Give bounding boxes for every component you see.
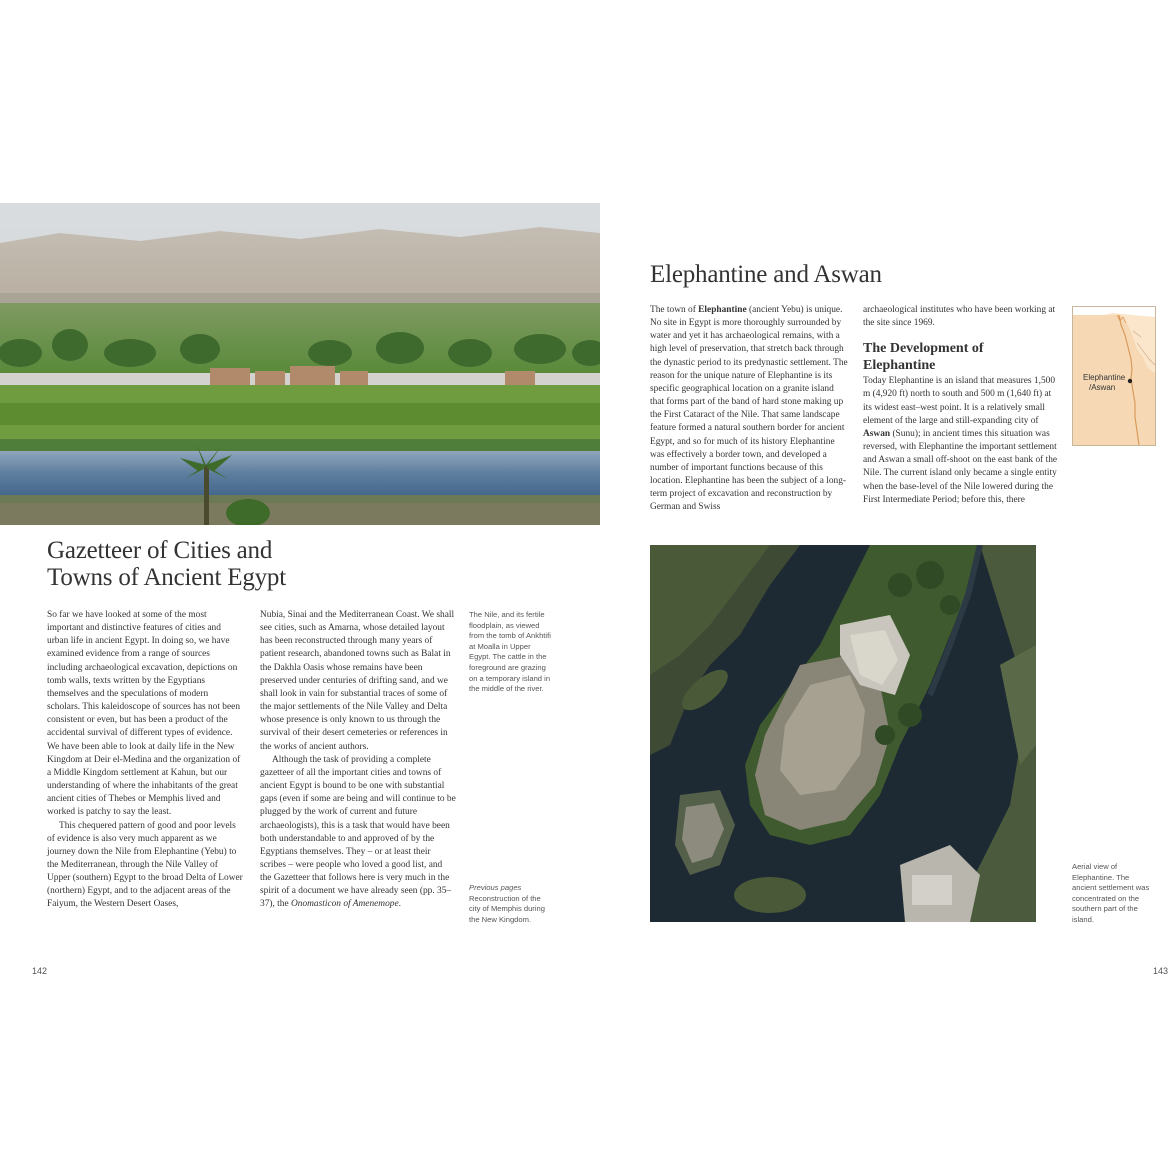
aswan-bold: Aswan: [863, 428, 891, 439]
right-col1-text-post: (ancient Yebu) is unique. No site in Egypt is more thoroughly surrounded by water and yet it has archaeological remains, with a high level of preservation, that stretch back through the dynastic period to its predynastic settlement. The reason for the unique nature of Elephantine is its specific geographical location on a granite island that forms part of the band of hard stone making up the First Cataract of the Nile. That same landscape feature formed a natural southern border for ancient Egypt, and so for much of its history Elephantine was effectively a border town, and developed a number of important functions because of this location. Elephantine has been the subject of a long-term project of excavation and reconstruction by German and Swiss: [650, 305, 848, 513]
left-col1-paragraph-2: This chequered pattern of good and poor levels of evidence is also very much apparent as we journey down the Nile from Elephantine (Yebu) to the Mediterranean, through the Nile Valley of Upper (southern) Egypt to the broad Delta of Lower (northern) Egypt, and to the adjacent areas of the Faiyum, the Western Desert Oases,: [47, 820, 243, 910]
previous-pages-label: Previous pages: [469, 883, 522, 892]
left-column-1: [47, 609, 243, 912]
right-col1-text-pre: The town of: [650, 305, 699, 315]
previous-pages-caption: [469, 883, 553, 925]
right-column-2: [863, 304, 1061, 507]
elephantine-title-text: Elephantine and Aswan: [650, 261, 882, 288]
nile-floodplain-photo: [0, 203, 600, 525]
right-col1-paragraph: [650, 304, 850, 515]
left-col2-paragraph-2-end: .: [398, 899, 401, 910]
onomasticon-title: Onomasticon of Amenemope: [290, 899, 399, 910]
nile-photo-svg: [0, 203, 600, 525]
left-col2-paragraph-2: [260, 754, 456, 912]
left-column-2: [260, 609, 456, 912]
aerial-photo-svg: [650, 545, 1036, 922]
left-col2-paragraph-1: Nubia, Sinai and the Mediterranean Coast. We shall see cities, such as Amarna, whose detailed layout has been reconstructed through many years of patient research, abandoned towns such as Balat in the Dakhla Oasis whose remains have been preserved under centuries of drifting sand, and we shall look in vain for substantial traces of some of the major settlements of the Nile Valley and Delta whose presence is only known to us through the survival of their desert cemeteries or references in the works of ancient authors.: [260, 610, 455, 752]
page-number-right: 143: [1153, 966, 1169, 976]
nile-photo-caption: The Nile, and its fertile floodplain, as viewed from the tomb of Ankhtifi at Moalla in Upper Egypt. The cattle in the foreground are grazing on a temporary island in the middle of the river.: [469, 610, 551, 694]
gazetteer-title-line1: Gazetteer of Cities and: [47, 537, 273, 564]
development-subheading-line2: Elephantine: [863, 358, 936, 374]
gazetteer-title: [47, 537, 367, 591]
left-col2-paragraph-2-text: Although the task of providing a complete gazetteer of all the important cities and towns of ancient Egypt is bound to be one with substantial gaps (even if some are being and will continue to be plugged by the work of current and future archaeologists), this is a task that would have been both understandable to and approved of by the Egyptians themselves. They – or at least their scribes – were people who loved a good list, and the Gazetteer that follows here is very much in the spirit of a document we have already seen (pp. 35–37), the: [260, 754, 456, 910]
page-number-left: 142: [32, 966, 48, 976]
map-label-line2: /Aswan: [1089, 382, 1116, 392]
development-subheading-line1: The Development of: [863, 341, 984, 357]
gazetteer-title-line2: Towns of Ancient Egypt: [47, 564, 286, 591]
locator-map: [1072, 306, 1156, 446]
right-col2-paragraph: [863, 375, 1061, 507]
elephantine-aerial-photo: [650, 545, 1036, 922]
right-column-1: [650, 304, 850, 515]
left-col1-paragraph-1: So far we have looked at some of the most important and distinctive features of cities and urban life in ancient Egypt. In doing so, we have examined evidence from a range of sources including archaeological excavation, depictions on tomb walls, texts written by the Egyptians themselves and the speculations of modern scholars. This kaleidoscope of sources has not been consistent or even, but has been a product of the accidental survival of different types of evidence. We have been able to look at daily life in the New Kingdom at Deir el-Medina and the organization of a Middle Kingdom settlement at Kahun, but our understanding of where the inhabitants of the great ancient cities of Thebes or Memphis lived and worked is patchy to say the least.: [47, 610, 241, 818]
elephantine-title: [650, 261, 1070, 288]
right-col2-top-paragraph: archaeological institutes who have been working at the site since 1969.: [863, 305, 1056, 329]
right-col2-text-post: (Sunu); in ancient times this situation was reversed, with Elephantine the important settlement and Aswan a small off-shoot on the east bank of the Nile. The current island only became a single entity when the base-level of the Nile lowered during the First Intermediate Period; before this, there: [863, 428, 1058, 505]
aerial-photo-caption: Aerial view of Elephantine. The ancient settlement was concentrated on the southern part of the island.: [1072, 862, 1150, 924]
previous-pages-text: Reconstruction of the city of Memphis during the New Kingdom.: [469, 893, 545, 924]
elephantine-bold: Elephantine: [698, 305, 747, 315]
map-label: [1083, 373, 1143, 392]
right-col2-text-pre: Today Elephantine is an island that measures 1,500 m (4,920 ft) north to south and 500 m (1,640 ft) at its widest east–west point. It is a relatively small element of the large and still-expanding city of: [863, 376, 1056, 426]
map-label-line1: Elephantine: [1083, 373, 1126, 382]
